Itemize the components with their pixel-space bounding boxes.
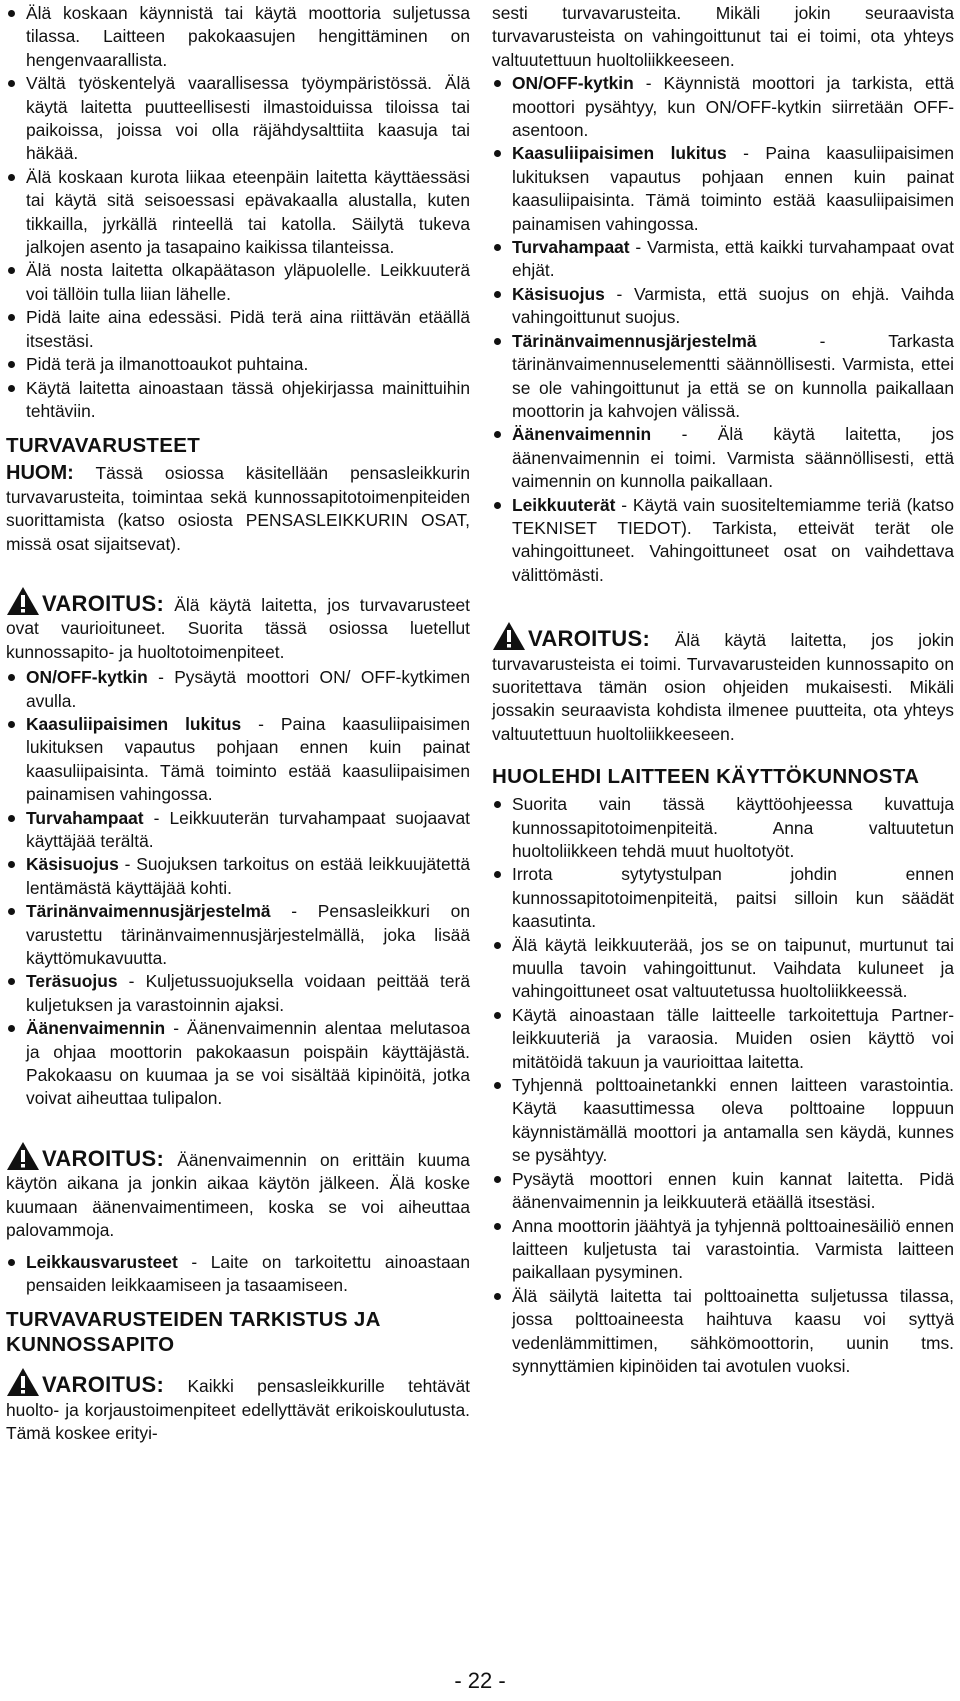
- list-item-text: - Älä käytä laitetta, jos äänenvaimennin ei toimi. Varmista säännöllisesti, että vaimennin on kunnolla paikallaan.: [512, 424, 954, 492]
- list-item-text: - Käynnistä moottori ja tarkista, että moottori pysähtyy, kun ON/OFF-kytkin siirretään OFF-asentoon.: [512, 73, 954, 141]
- warning-text: Älä käytä laitetta, jos jokin turvavarusteista ei toimi. Turvavarusteiden kunnossapito on suoritettava tämän osion ohjeiden mukaisesti. Mikäli jossakin seuraavista kohdista ilmenee puutteita, ota yhteys valtuutettuun huoltoliikkeeseen.: [492, 630, 954, 744]
- list-item: [492, 283, 954, 330]
- warning-text: Kaikki pensasleikkurille tehtävät huolto- ja korjaustoimenpiteet edellyttävät erikoiskoulutusta. Tämä koskee erityi-: [6, 1376, 470, 1444]
- note-text: Tässä osiossa käsitellään pensasleikkurin turvavarusteita, toimintaa sekä kunnossapitotoimenpiteiden suorittamista (katso osiosta PENSASLEIKKURIN OSAT, missä osat sijaitsevat).: [6, 463, 470, 554]
- list-item: [6, 807, 470, 854]
- list-item-term: Turvahampaat: [512, 237, 630, 258]
- warning-triangle-icon: [6, 586, 40, 616]
- list-item-term: Äänenvaimennin: [512, 424, 652, 445]
- list-item: [6, 666, 470, 713]
- warning-label: VAROITUS:: [42, 590, 165, 616]
- list-item: [492, 72, 954, 142]
- warning-text: Älä käytä laitetta, jos turvavarusteet ovat vaurioituneet. Suorita tässä osiossa luetellut kunnossapito- ja huoltotoimenpiteet.: [6, 594, 470, 662]
- warning-label: VAROITUS:: [42, 1372, 165, 1398]
- list-item: [492, 494, 954, 588]
- list-item-term: ON/OFF-kytkin: [512, 73, 634, 94]
- list-item-text: - Varmista, että kaikki turvahampaat ovat ehjät.: [512, 237, 954, 281]
- warning-triangle-icon: [6, 1141, 40, 1171]
- list-item: [492, 330, 954, 424]
- list-item: Irrota sytytystulpan johdin ennen kunnossapitotoimenpiteitä, paitsi silloin kun säädät kaasutinta.: [492, 863, 954, 933]
- warning-triangle-icon: [6, 1367, 40, 1397]
- warning-block: [6, 586, 470, 664]
- list-item: Käytä laitetta ainoastaan tässä ohjekirjassa mainittuihin tehtäviin.: [6, 377, 470, 424]
- list-item: Vältä työskentelyä vaarallisessa työympäristössä. Älä käytä laitetta puutteellisesti ilmastoiduissa tiloissa tai paikoissa, joissa voi olla räjähdysalttiita kaasuja tai häkää.: [6, 72, 470, 166]
- list-item-term: Käsisuojus: [26, 854, 119, 875]
- warning-label: VAROITUS:: [528, 626, 651, 652]
- list-item-text: - Tarkasta tärinänvaimennuselementti säännöllisesti. Varmista, ettei se ole vahingoittunut ja että se on kunnolla paikallaan moottorin ja kahvojen välissä.: [512, 330, 954, 421]
- inspection-list: [492, 72, 954, 587]
- list-item: [492, 142, 954, 236]
- list-item-term: Äänenvaimennin: [26, 1018, 166, 1039]
- list-item: Pidä laite aina edessäsi. Pidä terä aina riittävän etäällä itsestäsi.: [6, 306, 470, 353]
- list-item-term: Turvahampaat: [26, 807, 144, 828]
- list-item-text: - Varmista, että suojus on ehjä. Vaihda vahingoittunut suojus.: [512, 283, 954, 328]
- warning-label: VAROITUS:: [42, 1145, 165, 1171]
- warning-block: [6, 1367, 470, 1445]
- maintenance-list: [492, 793, 954, 1378]
- list-item: Älä koskaan käynnistä tai käytä moottoria suljetussa tilassa. Laitteen pakokaasujen hengittäminen on hengenvaarallista.: [6, 2, 470, 72]
- safety-equipment-list: [6, 666, 470, 1111]
- list-item: Älä koskaan kurota liikaa eteenpäin laitetta käyttäessäsi tai käytä sitä seisoessasi epävakaalla alustalla, kuten tikkailla, jyrkällä rinteellä tai katolla. Säilytä tukeva jalkojen asento ja tasapaino kaikissa tilanteissa.: [6, 166, 470, 260]
- list-item: [492, 423, 954, 493]
- list-item-text: - Pysäytä moottori ON/ OFF-kytkimen avulla.: [26, 667, 470, 711]
- list-item-term: ON/OFF-kytkin: [26, 667, 148, 688]
- list-item-term: Tärinänvaimennusjärjestelmä: [26, 901, 271, 922]
- list-item-text: - Pensasleikkuri on varustettu tärinänvaimennusjärjestelmällä, joka lisää käyttömukavuutta.: [26, 901, 470, 969]
- list-item-text: - Paina kaasuliipaisimen lukituksen vapautus pohjaan ennen kuin painat kaasuliipaisinta. Tämä toiminto estää kaasuliipaisimen painamisen vahingossa.: [26, 713, 470, 805]
- left-column: [6, 2, 470, 1448]
- cutting-equipment-list: [6, 1251, 470, 1298]
- warning-block: [492, 621, 954, 746]
- list-item: [6, 1251, 470, 1298]
- list-item-term: Kaasuliipaisimen lukitus: [512, 143, 727, 164]
- list-item: Älä käytä leikkuuterää, jos se on taipunut, murtunut tai muulla tavoin vahingoittunut. Vaihdata kuluneet ja vahingoittuneet osat valtuutetussa huoltoliikkeessä.: [492, 934, 954, 1004]
- general-safety-list: [6, 2, 470, 423]
- list-item-text: - Äänenvaimennin alentaa melutasoa ja ohjaa moottorin pakokaasun poispäin käyttäjästä. Pakokaasu on kuumaa ja se voi sisältää kipinöitä, jotka voivat aiheuttaa tulipalon.: [26, 1018, 470, 1109]
- list-item: [6, 1017, 470, 1111]
- list-item-term: Kaasuliipaisimen lukitus: [26, 713, 242, 734]
- list-item-text: - Käytä vain suositeltemiamme teriä (katso TEKNISET TIEDOT). Tarkista, etteivät terät ole vahingoittuneet. Vahingoittuneet osat on vaihdettava välittömästi.: [512, 494, 954, 585]
- list-item: Pysäytä moottori ennen kuin kannat laitetta. Pidä äänenvaimennin ja leikkuuterä etäällä itsestäsi.: [492, 1168, 954, 1215]
- list-item-text: - Paina kaasuliipaisimen lukituksen vapautus pohjaan ennen kuin painat kaasuliipaisinta. Tämä toiminto estää kaasuliipaisimen painamisen vahingossa.: [512, 143, 954, 234]
- list-item-term: Leikkausvarusteet: [26, 1251, 178, 1272]
- list-item-term: Käsisuojus: [512, 283, 605, 304]
- list-item: [6, 853, 470, 900]
- list-item: [492, 236, 954, 283]
- list-item-term: Leikkuuterät: [512, 494, 616, 515]
- list-item: Pidä terä ja ilmanottoaukot puhtaina.: [6, 353, 470, 376]
- list-item: [6, 970, 470, 1017]
- right-column: [492, 2, 954, 1378]
- section-heading-turvavarusteet: TURVAVARUSTEET: [6, 434, 201, 458]
- list-item: Anna moottorin jäähtyä ja tyhjennä polttoainesäiliö ennen laitteen kuljetusta tai varastointia. Varmista laitteen paikallaan pysyminen.: [492, 1215, 954, 1285]
- list-item: Tyhjennä polttoainetankki ennen laitteen varastointia. Käytä kaasuttimessa oleva polttoaine loppuun käynnistämällä moottori ja antamalla sen käydä, kunnes se pysähtyy.: [492, 1074, 954, 1168]
- list-item: Suorita vain tässä käyttöohjeessa kuvattuja kunnossapitotoimenpiteitä. Anna valtuutetun huoltoliikkeen tehdä muut huoltotyöt.: [492, 793, 954, 863]
- continued-paragraph: sesti turvavarusteita. Mikäli jokin seuraavista turvavarusteista on vahingoittunut tai ei toimi, ota yhteys valtuutettuun huoltoliikkeeseen.: [492, 3, 954, 70]
- note-paragraph: [6, 462, 470, 556]
- warning-block: [6, 1141, 470, 1243]
- list-item-term: Teräsuojus: [26, 971, 118, 992]
- section-heading-tarkistus: TURVAVARUSTEIDEN TARKISTUS JA KUNNOSSAPITO: [6, 1308, 380, 1357]
- list-item: Älä nosta laitetta olkapäätason yläpuolelle. Leikkuuterä voi tällöin tulla liian lähelle.: [6, 259, 470, 306]
- list-item-text: - Leikkuuterän turvahampaat suojaavat käyttäjää terältä.: [26, 807, 470, 851]
- warning-text: Äänenvaimennin on erittäin kuuma käytön aikana ja jonkin aikaa käytön jälkeen. Älä koske kuumaan äänenvaimentimeen, koska se voi aiheuttaa palovammoja.: [6, 1149, 470, 1241]
- list-item: [6, 900, 470, 970]
- list-item: Käytä ainoastaan tälle laitteelle tarkoitettuja Partner-leikkuuteriä ja varaosia. Muiden osien käyttö voi mitätöidä takuun ja vaurioittaa laitetta.: [492, 1004, 954, 1074]
- list-item-text: - Kuljetussuojuksella voidaan peittää terä kuljetuksen ja varastoinnin ajaksi.: [26, 971, 470, 1015]
- section-heading-kayttokunto: HUOLEHDI LAITTEEN KÄYTTÖKUNNOSTA: [492, 765, 920, 789]
- list-item-text: - Suojuksen tarkoitus on estää leikkuujätettä lentämästä käyttäjää kohti.: [26, 854, 470, 898]
- warning-triangle-icon: [492, 621, 526, 651]
- list-item-term: Tärinänvaimennusjärjestelmä: [512, 330, 757, 351]
- note-label: HUOM:: [6, 462, 74, 485]
- list-item: Älä säilytä laitetta tai polttoainetta suljetussa tilassa, jossa polttoaineesta haihtuva kaasu voi syttyä vedenlämmittimen, sähkömoottorin, uunin tms. synnyttämien kipinöiden tai avotulen vuoksi.: [492, 1285, 954, 1379]
- list-item-text: - Laite on tarkoitettu ainoastaan pensaiden leikkaamiseen ja tasaamiseen.: [26, 1251, 470, 1295]
- list-item: [6, 713, 470, 807]
- page-number: - 22 -: [454, 1668, 506, 1693]
